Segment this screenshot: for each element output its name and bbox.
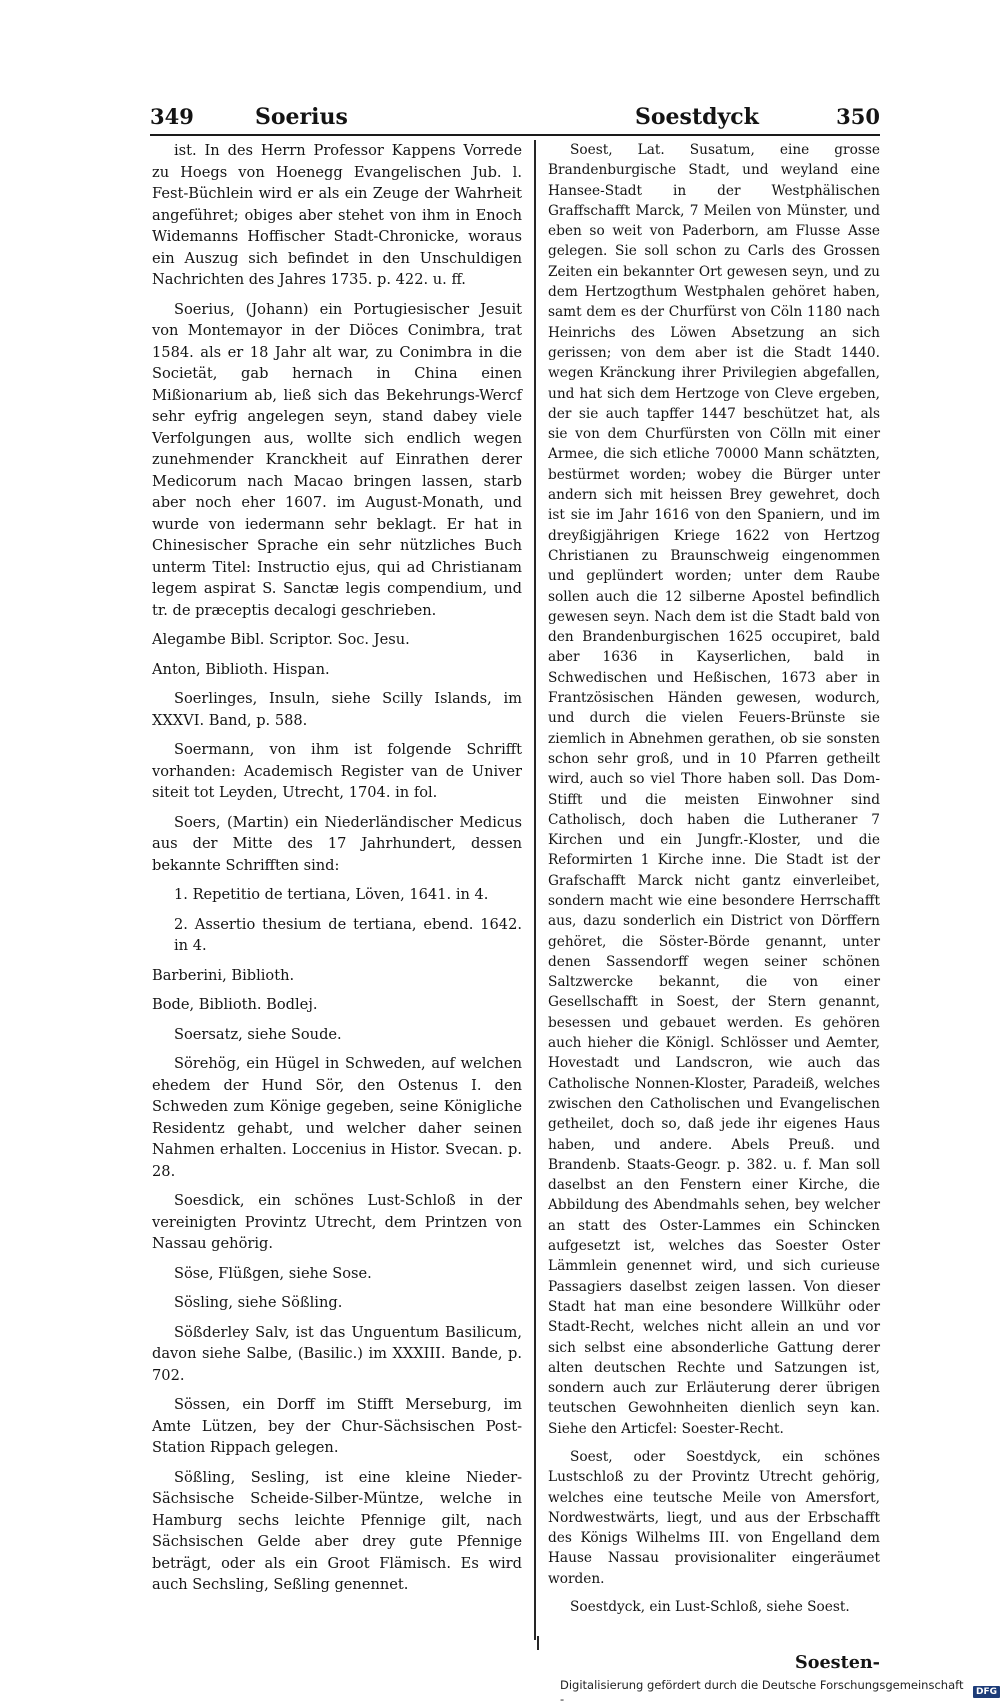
header-rule	[150, 134, 880, 136]
entry-sossen: Sössen, ein Dorff im Stifft Merseburg, im Amte Lützen, bey der Chur-Sächsischen Post-Station Rippach gelegen.	[152, 1396, 522, 1456]
running-head-left: Soerius	[255, 104, 348, 130]
entry-continuation: ist. In des Herrn Professor Kappens Vorrede zu Hoegs von Hoenegg Evangelischen Jub. l. Fest-Büchlein wird er als ein Zeuge der Wahrheit angeführet; obiges aber stehet von ihm in Enoch Widemanns Hoffischer Stadt-Chronicke, woraus ein Auszug sich befindet in den Unschuldigen Nachrichten des Jahres 1735. p. 422. u. ff.	[152, 142, 522, 288]
running-head-right: Soestdyck	[635, 104, 759, 130]
column-divider-tail	[537, 1636, 539, 1650]
digitization-footer	[560, 1678, 1000, 1706]
right-column	[548, 140, 880, 1617]
entry-sossderley-salv: Sößderley Salv, ist das Unguentum Basilicum, davon siehe Salbe, (Basilic.) im XXXIII. Bande, p. 702.	[152, 1323, 522, 1384]
entry-sose: Söse, Flüßgen, siehe Sose.	[174, 1264, 372, 1282]
entry-soers: Soers, (Martin) ein Niederländischer Medicus aus der Mitte des 17 Jahrhundert, dessen bekannte Schrifften sind:	[152, 813, 522, 874]
reference-bode: Bode, Biblioth. Bodlej.	[152, 996, 318, 1013]
footer-text: Digitalisierung gefördert durch die Deutsche Forschungsgemeinschaft -	[560, 1678, 964, 1706]
entry-sorehog: Sörehög, ein Hügel in Schweden, auf welchen ehedem der Hund Sör, den Ostenus I. den Schweden zum Könige gegeben, seine Königliche Residentz gehabt, und welcher daher seinen Nahmen erhalten. Loccenius in Histor. Svecan. p. 28.	[152, 1055, 522, 1180]
list-item-2: 2. Assertio thesium de tertiana, ebend. 1642. in 4.	[174, 915, 522, 954]
entry-soestdyck: Soestdyck, ein Lust-Schloß, siehe Soest.	[570, 1599, 850, 1616]
reference-anton: Anton, Biblioth. Hispan.	[152, 660, 330, 678]
page-number-right: 350	[836, 104, 880, 129]
entry-sosling: Sösling, siehe Sößling.	[174, 1294, 343, 1311]
left-column	[152, 140, 522, 1596]
entry-soest: Soest, Lat. Susatum, eine grosse Brandenburgische Stadt, und weyland eine Hansee-Stadt in der Westphälischen Graffschafft Marck, 7 Meilen von Münster, und eben so weit von Paderborn, am Flusse Asse gelegen. Sie soll schon zu Carls des Grossen Zeiten ein bekannter Ort gewesen seyn, und zu dem Hertzogthum Westphalen gehöret haben, samt dem es der Churfürst von Cöln 1180 nach Heinrichs des Löwen Absetzung an sich gerissen; von dem aber ist die Stadt 1440. wegen Kränckung ihrer Privilegien abgefallen, und hat sich dem Hertzoge von Cleve ergeben, der sie auch tapffer 1447 beschützet hat, als sie von dem Churfürsten von Cölln mit einer Armee, die sich etliche 70000 Mann schätzten, bestürmet worden; wobey die Bürger unter andern sich mit heissen Brey gewehret, doch ist sie im Jahr 1616 von den Spaniern, und im dreyßigjährigen Kriege 1622 von Hertzog Christianen zu Braunschweig eingenommen und geplündert worden; unter dem Raube sollen auch die 12 silberne Apostel befindlich gewesen seyn. Nach dem ist die Stadt bald von den Brandenburgischen 1625 occupiret, bald aber 1636 in Kayserlichen, bald in Schwedischen und Heßischen, 1673 aber in Frantzösischen Händen gewesen, wodurch, und durch die vielen Feuers-Brünste sie ziemlich in Abnehmen gerathen, ob sie sonsten schon sehr groß, und in 10 Pfarren getheilt wird, auch so viel Thore haben soll. Das Dom-Stifft und die meisten Einwohner sind Catholisch, doch haben die Lutheraner 7 Kirchen und ein Jungfr.-Kloster, und die Reformirten 1 Kirche inne. Die Stadt ist der Grafschafft Marck nicht gantz einverleibet, sondern macht wie eine besondere Herrschafft aus, dazu sonderlich ein District von Dörffern gehöret, die Söster-Börde genannt, unter denen Sassendorff wegen seiner schönen Saltzwercke bekannt, die von einer Gesellschafft in Soest, der Stern genannt, besessen und gebauet werden. Es gehören auch hieher die Königl. Schlösser und Aemter, Hovestadt und Landscron, wie auch das Catholische Nonnen-Kloster, Paradeiß, welches zwischen den Catholischen und Evangelischen getheilet, doch so, daß jede ihr eigenes Haus haben, und andere. Abels Preuß. und Brandenb. Staats-Geogr. p. 382. u. f. Man soll daselbst an den Fenstern einer Kirche, die Abbildung des Abendmahls sehen, bey welcher an statt des Oster-Lammes ein Schincken aufgesetzt ist, welches das Soester Oster Lämmlein genennet wird, und sich curieuse Passagiers daselbst zeigen lassen. Von dieser Stadt hat man eine besondere Willkühr oder Stadt-Recht, welches nicht allein an und vor sich selbst eine absonderliche Gattung derer alten deutschen Rechte und Satzungen ist, sondern auch zur Erläuterung derer übrigen teutschen Gewohnheiten dienlich seyn kan. Siehe den Articfel: Soester-Recht.	[548, 142, 880, 1437]
reference-alegambe: Alegambe Bibl. Scriptor. Soc. Jesu.	[152, 631, 410, 648]
entry-sossling: Sößling, Sesling, ist eine kleine Nieder-Sächsische Scheide-Silber-Müntze, welche in Hamburg sechs leichte Pfennige gilt, nach Sächsischen Gelde aber drey gute Pfennige beträgt, oder als ein Groot Flämisch. Es wird auch Sechsling, Seßling genennet.	[152, 1468, 522, 1593]
page-number-left: 349	[150, 104, 194, 129]
dfg-logo: DFG	[973, 1686, 1000, 1698]
entry-soesdick: Soesdick, ein schönes Lust-Schloß in der vereinigten Provintz Utrecht, dem Printzen von Nassau gehörig.	[152, 1192, 522, 1252]
catchword: Soesten-	[795, 1652, 880, 1673]
reference-barberini: Barberini, Biblioth.	[152, 966, 295, 984]
entry-soerlinges: Soerlinges, Insuln, siehe Scilly Islands, im XXXVI. Band, p. 588.	[152, 690, 522, 729]
entry-soest-soestdyck: Soest, oder Soestdyck, ein schönes Lustschloß zu der Provintz Utrecht gehörig, welches eine teutsche Meile von Amersfort, Nordwestwärts, liegt, und aus der Erbschafft des Königs Wilhelms III. von Engelland dem Hause Nassau provisionaliter eingeräumet worden.	[548, 1449, 880, 1587]
entry-soermann: Soermann, von ihm ist folgende Schrifft vorhanden: Academisch Register van de Univer siteit tot Leyden, Utrecht, 1704. in fol.	[152, 741, 522, 801]
list-item-1: 1. Repetitio de tertiana, Löven, 1641. in 4.	[174, 886, 489, 903]
entry-soerius: Soerius, (Johann) ein Portugiesischer Jesuit von Montemayor in der Diöces Conimbra, trat 1584. als er 18 Jahr alt war, zu Conimbra in die Societät, gab hernach in China einen Mißionarium ab, ließ sich das Bekehrungs-Wercf sehr eyfrig angelegen seyn, stand dabey viele Verfolgungen aus, wollte sich endlich wegen zunehmender Kranckheit auf Einrathen derer Medicorum nach Macao bringen lassen, starb aber noch eher 1607. im August-Monath, und wurde von iedermann sehr beklagt. Er hat in Chinesischer Sprache ein sehr nützliches Buch unterm Titel: Instructio ejus, qui ad Christianam legem aspirat S. Sanctæ legis compendium, und tr. de præceptis decalogi geschrieben.	[152, 300, 522, 619]
page-header	[150, 104, 880, 144]
column-divider	[534, 140, 536, 1640]
entry-soersatz: Soersatz, siehe Soude.	[174, 1025, 342, 1043]
